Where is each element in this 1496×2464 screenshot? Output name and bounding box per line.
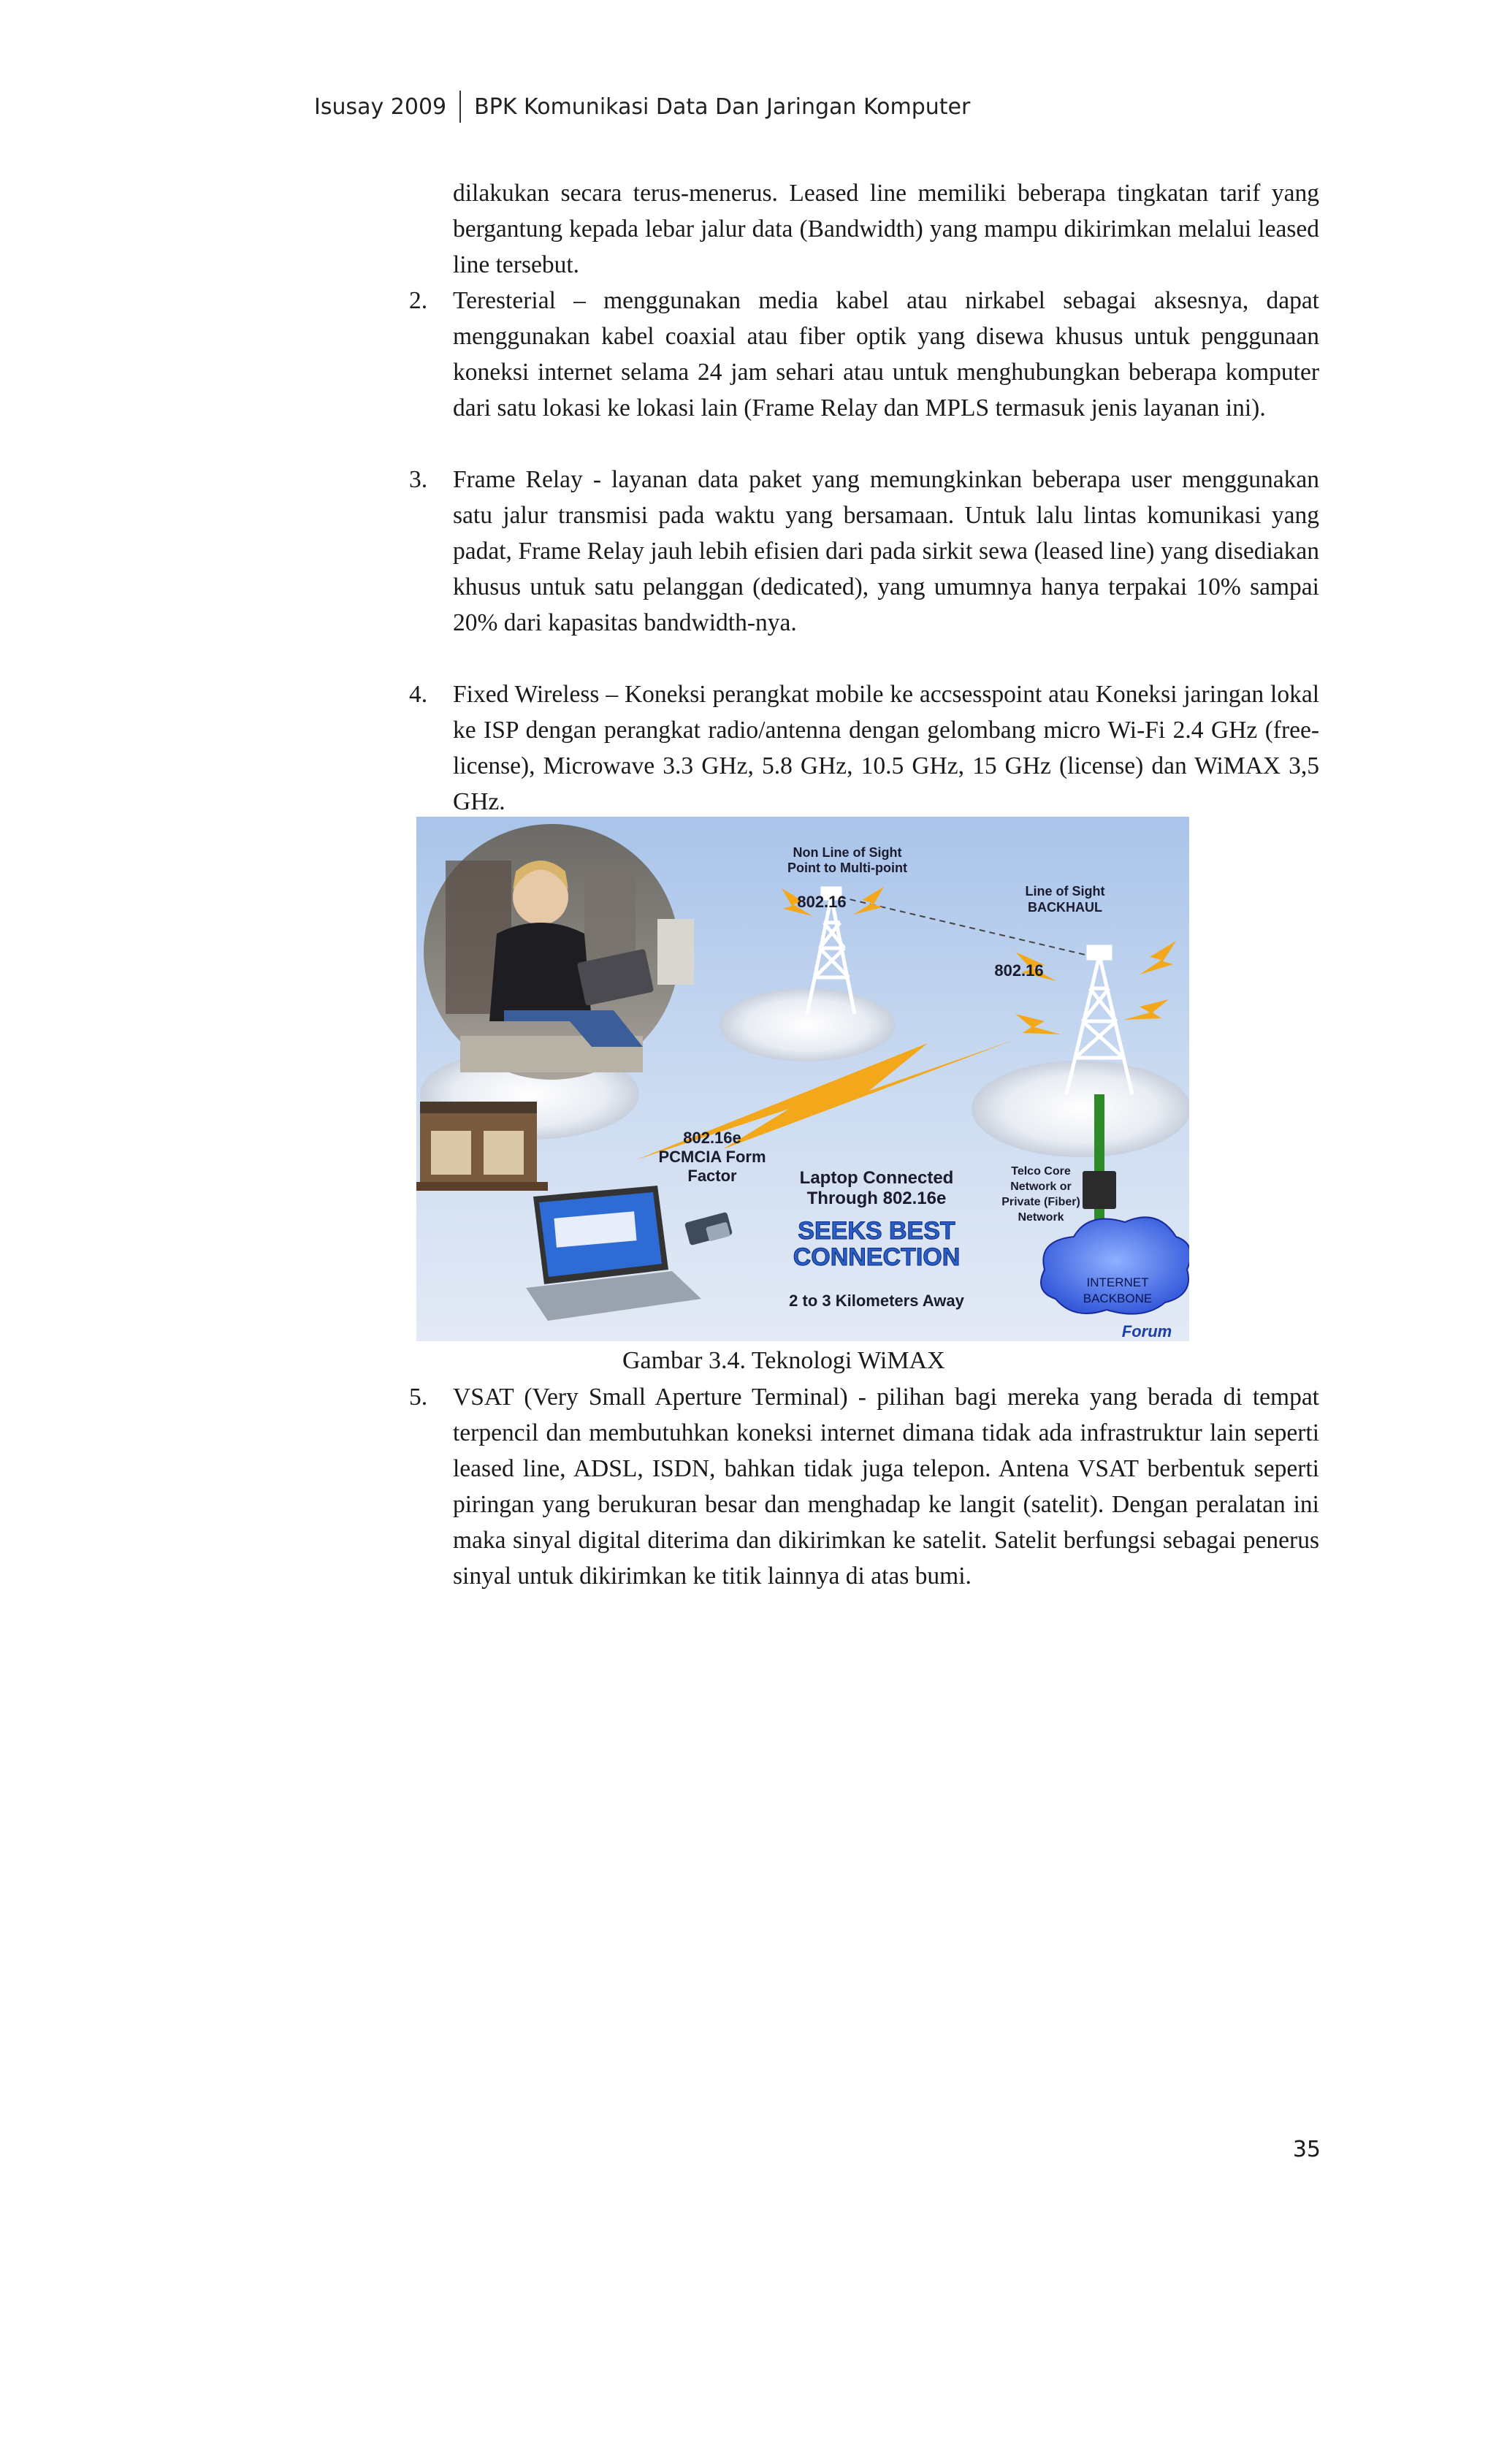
- cloud-label-line1: INTERNET: [1086, 1275, 1149, 1289]
- pcmcia-label-line3: Factor: [687, 1167, 737, 1185]
- tower-2-label: 802.16: [994, 961, 1044, 980]
- figure-caption: Gambar 3.4. Teknologi WiMAX: [622, 1347, 945, 1374]
- header-title: BPK Komunikasi Data Dan Jaringan Komputer: [474, 94, 971, 120]
- intro-paragraph: dilakukan secara terus-menerus. Leased line memiliki beberapa tingkatan tarif yang bergantung kepada lebar jalur data (Bandwidth) yang mampu dikirimkan melalui leased line tersebut.: [453, 180, 1319, 278]
- los-label-line2: BACKHAUL: [1028, 900, 1102, 915]
- telco-label-line4: Network: [1018, 1211, 1064, 1224]
- page-header: [314, 86, 970, 127]
- page-number: 35: [1292, 2137, 1321, 2162]
- header-separator: [459, 91, 461, 123]
- platform-center: [720, 988, 895, 1061]
- header-year: Isusay 2009: [314, 94, 447, 120]
- distance-label: 2 to 3 Kilometers Away: [789, 1292, 964, 1310]
- list-number: 5.: [409, 1384, 428, 1411]
- building-icon: [416, 1102, 548, 1191]
- list-item-3: [409, 462, 1319, 641]
- seeks-label-line2: CONNECTION: [793, 1243, 961, 1271]
- list-item-2: [409, 283, 1319, 426]
- pcmcia-label-line2: PCMCIA Form: [658, 1148, 766, 1166]
- nlos-label-line2: Point to Multi-point: [787, 861, 907, 875]
- telco-label-line2: Network or: [1010, 1180, 1072, 1193]
- list-text: Fixed Wireless – Koneksi perangkat mobile ke accsesspoint atau Koneksi jaringan lokal ke ISP dengan perangkat radio/antenna dengan gelombang micro Wi-Fi 2.4 GHz (free-license), Microwave 3.3 GHz, 5.8 GHz, 10.5 GHz, 15 GHz (license) dan WiMAX 3,5 GHz.: [453, 681, 1319, 815]
- forum-logo: Forum: [1121, 1322, 1172, 1340]
- los-label-line1: Line of Sight: [1025, 884, 1105, 899]
- laptop-label-line1: Laptop Connected: [799, 1168, 954, 1188]
- list-text: Teresterial – menggunakan media kabel atau nirkabel sebagai aksesnya, dapat menggunakan kabel coaxial atau fiber optik yang disewa khusus untuk penggunaan koneksi internet selama 24 jam sehari atau untuk menghubungkan beberapa komputer dari satu lokasi ke lokasi lain (Frame Relay dan MPLS termasuk jenis layanan ini).: [453, 287, 1319, 422]
- list-number: 2.: [409, 287, 428, 314]
- list-text: Frame Relay - layanan data paket yang memungkinkan beberapa user menggunakan satu jalur transmisi pada waktu yang bersamaan. Untuk lalu lintas komunikasi yang padat, Frame Relay jauh lebih efisien dari pada sirkit sewa (leased line) yang disediakan khusus untuk satu pelanggan (dedicated), yang umumnya hanya terpakai 10% sampai 20% dari kapasitas bandwidth-nya.: [453, 466, 1319, 636]
- laptop-label-line2: Through 802.16e: [806, 1189, 947, 1208]
- list-number: 4.: [409, 681, 428, 708]
- list-number: 3.: [409, 466, 428, 493]
- platform-right: [972, 1061, 1189, 1157]
- telco-label-line3: Private (Fiber): [1001, 1196, 1080, 1208]
- telco-label-line1: Telco Core: [1011, 1165, 1071, 1178]
- pcmcia-label-line1: 802.16e: [683, 1129, 741, 1147]
- cloud-label-line2: BACKBONE: [1083, 1292, 1153, 1305]
- tower-1-label: 802.16: [797, 893, 847, 911]
- list-item-5: [409, 1379, 1319, 1594]
- network-box-icon: [1083, 1171, 1116, 1209]
- wimax-figure: [416, 817, 1189, 1341]
- list-text: VSAT (Very Small Aperture Terminal) - pilihan bagi mereka yang berada di tempat terpencil dan membutuhkan koneksi internet dimana tidak ada infrastruktur lain seperti leased line, ADSL, ISDN, bahkan tidak juga telepon. Antena VSAT berbentuk seperti piringan yang berukuran besar dan menghadap ke langit (satelit). Dengan peralatan ini maka sinyal digital diterima dan dikirimkan ke satelit. Satelit berfungsi sebagai penerus sinyal untuk dikirimkan ke titik lainnya di atas bumi.: [453, 1384, 1319, 1590]
- list-item-4: [409, 676, 1319, 820]
- wimax-diagram: [416, 817, 1189, 1341]
- seeks-label-line1: SEEKS BEST: [798, 1217, 955, 1245]
- nlos-label-line1: Non Line of Sight: [793, 845, 902, 860]
